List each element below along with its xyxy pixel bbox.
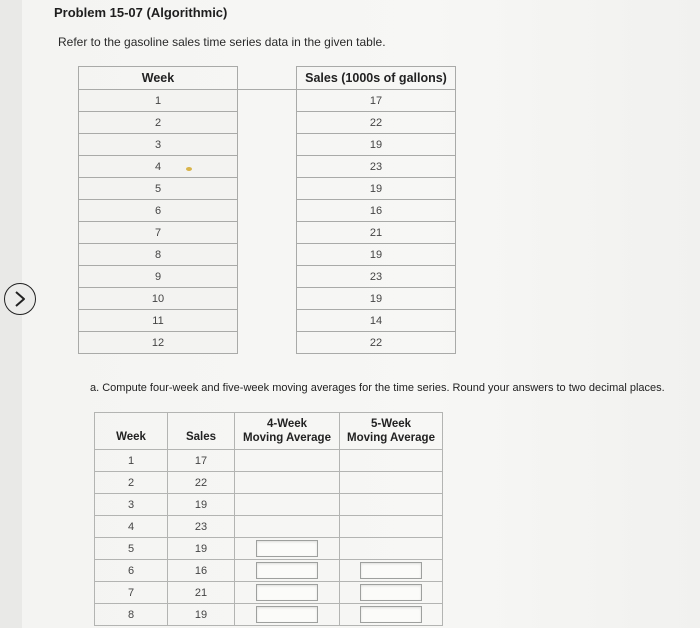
week-cell: 2 (79, 112, 238, 134)
problem-page (22, 0, 700, 628)
data-row (79, 178, 456, 200)
data-row (79, 200, 456, 222)
sales-cell: 17 (297, 90, 456, 112)
data-row (79, 156, 456, 178)
four-week-ma-input[interactable] (256, 606, 318, 623)
ma-row (95, 494, 443, 516)
four-week-ma-cell (235, 516, 340, 538)
four-week-ma-cell (235, 450, 340, 472)
week-cell: 6 (79, 200, 238, 222)
four-week-ma-cell (235, 472, 340, 494)
ma-row (95, 560, 443, 582)
ma-sales-header (168, 413, 235, 450)
sales-data-table (78, 66, 456, 354)
four-week-ma-input[interactable] (256, 584, 318, 601)
week-cell: 3 (79, 134, 238, 156)
row-gap (238, 332, 297, 354)
ma-sales-cell: 22 (168, 472, 235, 494)
row-gap (238, 134, 297, 156)
sales-cell: 21 (297, 222, 456, 244)
week-cell: 5 (79, 178, 238, 200)
five-week-ma-cell (340, 516, 443, 538)
ma-week-header-text: Week (116, 431, 146, 443)
four-week-ma-cell (235, 494, 340, 516)
ma-week-header (95, 413, 168, 450)
sales-cell: 22 (297, 112, 456, 134)
four-week-ma-input[interactable] (256, 562, 318, 579)
ma-week-cell: 4 (95, 516, 168, 538)
ma-sales-header-text: Sales (185, 431, 217, 443)
ma-week-cell: 1 (95, 450, 168, 472)
sales-cell: 19 (297, 134, 456, 156)
ma-row (95, 450, 443, 472)
ma-row (95, 538, 443, 560)
ma-week-cell: 6 (95, 560, 168, 582)
sales-cell: 14 (297, 310, 456, 332)
ma-sales-cell: 16 (168, 560, 235, 582)
week-cell: 7 (79, 222, 238, 244)
sales-cell: 19 (297, 288, 456, 310)
sales-cell: 23 (297, 156, 456, 178)
data-row (79, 332, 456, 354)
ma-sales-cell: 21 (168, 582, 235, 604)
data-row (79, 244, 456, 266)
ma-row (95, 472, 443, 494)
five-week-ma-input[interactable] (360, 606, 422, 623)
row-gap (238, 244, 297, 266)
four-week-ma-cell (235, 582, 340, 604)
four-week-ma-cell (235, 604, 340, 626)
row-gap (238, 266, 297, 288)
week-cell: 11 (79, 310, 238, 332)
ma-sales-cell: 17 (168, 450, 235, 472)
row-gap (238, 222, 297, 244)
data-row (79, 134, 456, 156)
week-cell: 4 (79, 156, 238, 178)
ma-sales-cell: 19 (168, 538, 235, 560)
four-week-ma-input[interactable] (256, 540, 318, 557)
week-cell: 9 (79, 266, 238, 288)
problem-title: Problem 15-07 (Algorithmic) (54, 5, 228, 20)
row-gap (238, 90, 297, 112)
ma-row (95, 604, 443, 626)
five-week-ma-header-line1: 5-Week (370, 418, 412, 430)
ma-week-cell: 3 (95, 494, 168, 516)
sales-header: Sales (1000s of gallons) (297, 67, 456, 90)
ma-week-cell: 8 (95, 604, 168, 626)
four-week-ma-header (235, 413, 340, 450)
four-week-ma-cell (235, 560, 340, 582)
photo-speck (186, 167, 192, 171)
ma-sales-cell: 19 (168, 604, 235, 626)
data-row (79, 288, 456, 310)
chevron-right-icon (12, 290, 28, 308)
five-week-ma-header (340, 413, 443, 450)
expand-sidebar-button[interactable] (4, 283, 36, 315)
data-row (79, 222, 456, 244)
data-row (79, 112, 456, 134)
row-gap (238, 156, 297, 178)
sales-cell: 19 (297, 244, 456, 266)
five-week-ma-cell (340, 494, 443, 516)
data-row (79, 310, 456, 332)
part-a-question: a. Compute four-week and five-week moving averages for the time series. Round your answers to two decimal places. (90, 382, 665, 394)
header-gap (238, 67, 297, 90)
ma-row (95, 516, 443, 538)
moving-average-table (94, 412, 443, 626)
week-cell: 1 (79, 90, 238, 112)
five-week-ma-cell (340, 582, 443, 604)
five-week-ma-cell (340, 604, 443, 626)
four-week-ma-header-line2: Moving Average (243, 432, 331, 444)
ma-week-cell: 7 (95, 582, 168, 604)
week-cell: 12 (79, 332, 238, 354)
week-cell: 10 (79, 288, 238, 310)
five-week-ma-cell (340, 560, 443, 582)
ma-sales-cell: 23 (168, 516, 235, 538)
data-row (79, 90, 456, 112)
row-gap (238, 112, 297, 134)
sales-cell: 23 (297, 266, 456, 288)
five-week-ma-cell (340, 472, 443, 494)
five-week-ma-input[interactable] (360, 562, 422, 579)
row-gap (238, 310, 297, 332)
ma-sales-cell: 19 (168, 494, 235, 516)
data-row (79, 266, 456, 288)
problem-instruction: Refer to the gasoline sales time series data in the given table. (58, 35, 386, 49)
row-gap (238, 288, 297, 310)
four-week-ma-header-line1: 4-Week (266, 418, 308, 430)
five-week-ma-input[interactable] (360, 584, 422, 601)
row-gap (238, 178, 297, 200)
ma-week-cell: 2 (95, 472, 168, 494)
week-header: Week (79, 67, 238, 90)
sales-cell: 22 (297, 332, 456, 354)
ma-week-cell: 5 (95, 538, 168, 560)
ma-row (95, 582, 443, 604)
sales-cell: 16 (297, 200, 456, 222)
five-week-ma-cell (340, 450, 443, 472)
four-week-ma-cell (235, 538, 340, 560)
sales-cell: 19 (297, 178, 456, 200)
five-week-ma-header-line2: Moving Average (347, 432, 435, 444)
week-cell: 8 (79, 244, 238, 266)
five-week-ma-cell (340, 538, 443, 560)
row-gap (238, 200, 297, 222)
